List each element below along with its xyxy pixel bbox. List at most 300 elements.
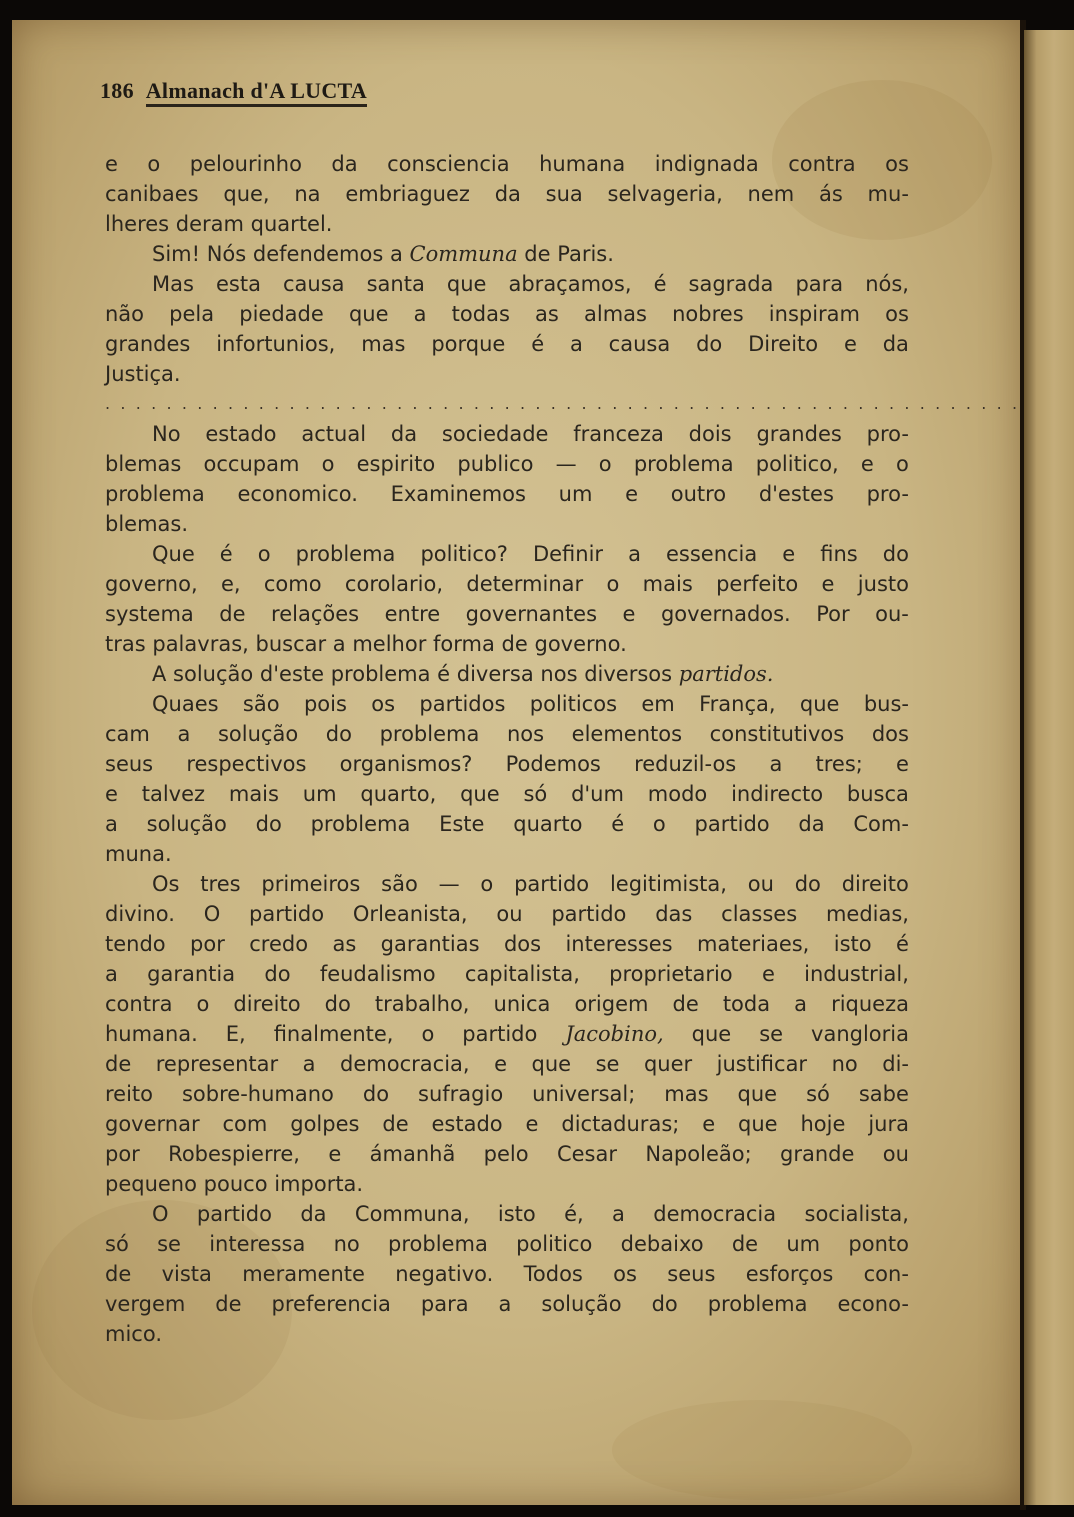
word: a	[628, 542, 641, 566]
text-line	[105, 1049, 909, 1079]
word: embriaguez	[345, 182, 470, 206]
word: os	[613, 1262, 637, 1286]
text-line	[105, 959, 909, 989]
running-title: Almanach d'A LUCTA	[146, 78, 367, 107]
word: palavras,	[152, 632, 256, 656]
word: justificar	[716, 1052, 808, 1076]
word: e	[782, 542, 796, 566]
word: é	[531, 332, 545, 356]
word: O	[152, 1202, 169, 1226]
word: jura	[868, 1112, 909, 1136]
word: debaixo	[620, 1232, 704, 1256]
word: ámanhã	[369, 1142, 456, 1166]
word: quarto	[513, 812, 583, 836]
text-line	[105, 239, 909, 269]
word: as	[535, 302, 559, 326]
text-line	[105, 359, 909, 389]
word: partido	[514, 872, 590, 896]
word: e	[105, 782, 118, 806]
word: canibaes	[105, 182, 199, 206]
text-line	[105, 299, 909, 329]
word: em	[641, 692, 675, 716]
word: a	[105, 812, 118, 836]
word: medias,	[825, 902, 909, 926]
text-line	[105, 269, 909, 299]
word: os	[885, 152, 909, 176]
word: occupam	[203, 452, 300, 476]
word: e	[821, 572, 835, 596]
word: partido	[551, 902, 627, 926]
word: quer	[643, 1052, 693, 1076]
text-line	[105, 329, 909, 359]
word: garantia	[147, 962, 236, 986]
word: mico.	[105, 1322, 162, 1346]
word: Robespierre,	[168, 1142, 300, 1166]
word: governantes	[465, 602, 598, 626]
facing-page-edge	[1024, 30, 1074, 1505]
word: ou-	[875, 602, 909, 626]
word: solução	[146, 812, 227, 836]
word: pelourinho	[189, 152, 302, 176]
word: pro-	[866, 422, 909, 446]
word: sua	[545, 182, 583, 206]
word: materiaes,	[697, 932, 810, 956]
word: meramente	[242, 1262, 365, 1286]
word: o	[598, 452, 612, 476]
word: é	[896, 932, 909, 956]
word: determinar	[466, 572, 584, 596]
word: muna.	[105, 842, 172, 866]
word: do	[696, 332, 723, 356]
word: interessa	[209, 1232, 306, 1256]
word: constitutivos	[709, 722, 845, 746]
word: o	[480, 872, 494, 896]
word: humana.	[105, 1022, 198, 1046]
word: governados.	[660, 602, 791, 626]
word: riqueza	[831, 992, 909, 1016]
word: nem	[747, 182, 795, 206]
word: por	[105, 1142, 140, 1166]
word: a	[332, 632, 353, 656]
word: origem	[574, 992, 649, 1016]
word: esta	[215, 272, 261, 296]
word: politico	[516, 1232, 593, 1256]
text-line	[105, 1139, 909, 1169]
word: politico,	[755, 452, 839, 476]
word: e	[494, 1052, 507, 1076]
word: sociedade	[441, 422, 549, 446]
word: feudalismo	[319, 962, 436, 986]
word: dos	[503, 932, 542, 956]
word: problema	[295, 542, 396, 566]
word: o	[896, 452, 909, 476]
word: que	[738, 1112, 778, 1136]
word: partido	[196, 1202, 272, 1226]
word: solução	[217, 722, 299, 746]
word: tendo	[105, 932, 166, 956]
word: é	[219, 542, 233, 566]
word: da	[390, 422, 418, 446]
word: ás	[818, 182, 843, 206]
word: Communa,	[354, 1202, 470, 1226]
word: socialista,	[804, 1202, 909, 1226]
text-line	[105, 899, 909, 929]
word: a	[769, 752, 783, 776]
word: a	[569, 332, 583, 356]
word: democracia	[653, 1202, 777, 1226]
word: como	[263, 572, 322, 596]
word: um	[786, 1232, 821, 1256]
word: Os	[152, 872, 180, 896]
word: se	[759, 1022, 784, 1046]
word: e	[622, 602, 636, 626]
word: direito	[841, 872, 909, 896]
word: o	[196, 992, 210, 1016]
word: Nós	[206, 242, 253, 266]
word: o	[606, 572, 620, 596]
word: sobre-humano	[181, 1082, 334, 1106]
word: d'este	[259, 662, 331, 686]
section-separator: . . . . . . . . . . . . . . . . . . . . . . . . . . . . . . . . . . . . . . . . . . . . . . . . . . . . . . . . . . . .	[105, 394, 1020, 413]
word: politicos	[529, 692, 618, 716]
word: os	[371, 692, 396, 716]
word: problema	[379, 722, 480, 746]
word: Cesar	[556, 1142, 617, 1166]
word: causa	[608, 332, 671, 356]
word: industrial,	[804, 962, 909, 986]
word: systema	[105, 602, 194, 626]
word: —	[438, 872, 460, 896]
word: de	[219, 602, 246, 626]
word: di-	[882, 1052, 909, 1076]
word: indignada	[654, 152, 759, 176]
word: é,	[564, 1202, 584, 1226]
word: mais	[228, 782, 279, 806]
word: o	[652, 812, 666, 836]
word: de	[672, 992, 699, 1016]
word: de	[382, 1112, 409, 1136]
word: a	[389, 242, 410, 266]
word: só	[523, 782, 548, 806]
word: que,	[223, 182, 270, 206]
word: a	[612, 1202, 625, 1226]
word: que	[799, 692, 840, 716]
word: proprietario	[609, 962, 733, 986]
word: que	[691, 1022, 732, 1046]
word: vergem	[105, 1292, 186, 1316]
word: E,	[225, 1022, 246, 1046]
word: para	[420, 1292, 469, 1316]
word: do	[264, 962, 291, 986]
word: nós,	[865, 272, 909, 296]
word: abraçamos,	[508, 272, 632, 296]
word: e	[328, 1142, 342, 1166]
word: a	[413, 302, 427, 326]
word: primeiros	[261, 872, 361, 896]
article-body	[105, 149, 1020, 1349]
word: problema	[388, 1232, 488, 1256]
word: consciencia	[387, 152, 510, 176]
word: golpes	[290, 1112, 360, 1136]
word: os	[885, 302, 909, 326]
word: Paris.	[557, 242, 614, 266]
word: partido	[462, 1022, 538, 1046]
word: outro	[670, 482, 727, 506]
word: causa	[283, 272, 345, 296]
word: infortunios,	[216, 332, 336, 356]
word: Sim!	[152, 242, 207, 266]
word: Com-	[853, 812, 909, 836]
text-line	[105, 719, 909, 749]
word: é	[437, 662, 457, 686]
word: tras	[105, 632, 153, 656]
word: da	[882, 332, 909, 356]
text-line	[105, 1319, 909, 1349]
word: pouco	[203, 1172, 275, 1196]
word: respectivos	[186, 752, 307, 776]
word: Este	[439, 812, 485, 836]
word: França,	[699, 692, 776, 716]
word: dos	[871, 722, 909, 746]
word: partido	[249, 902, 325, 926]
word: um	[558, 482, 593, 506]
text-line	[105, 569, 909, 599]
word: são	[381, 872, 418, 896]
text-line	[105, 869, 909, 899]
word: almas	[584, 302, 647, 326]
word: e	[843, 332, 857, 356]
word: é	[653, 272, 667, 296]
word: a	[794, 992, 808, 1016]
word: corolario,	[344, 572, 444, 596]
word: do	[324, 992, 351, 1016]
text-line	[105, 629, 909, 659]
word: para	[795, 272, 844, 296]
word: e	[525, 1112, 539, 1136]
word: defendemos	[252, 242, 390, 266]
word: busca	[846, 782, 909, 806]
word: melhor	[352, 632, 434, 656]
word: do	[651, 1292, 678, 1316]
word: negativo.	[395, 1262, 494, 1286]
word: que	[531, 1052, 572, 1076]
word: dois	[688, 422, 732, 446]
word: politico?	[420, 542, 508, 566]
word: seus	[667, 1262, 716, 1286]
text-line	[105, 1019, 909, 1049]
italic-word: Communa	[409, 242, 525, 266]
word: diversos	[584, 662, 679, 686]
word: interesses	[565, 932, 673, 956]
word: legitimista,	[609, 872, 727, 896]
word: lheres	[105, 212, 176, 236]
word: esforços	[745, 1262, 834, 1286]
word: Quaes	[152, 692, 219, 716]
word: ou	[882, 1142, 909, 1166]
word: deram	[175, 212, 251, 236]
word: se	[595, 1052, 620, 1076]
word: importa.	[274, 1172, 364, 1196]
word: estado	[431, 1112, 503, 1136]
word: vista	[161, 1262, 212, 1286]
word: tres	[200, 872, 241, 896]
word: econo-	[837, 1292, 909, 1316]
word: democracia,	[340, 1052, 470, 1076]
text-line	[105, 1259, 909, 1289]
text-line	[105, 149, 909, 179]
word: a	[105, 962, 118, 986]
word: são	[242, 692, 280, 716]
word: grandes	[105, 332, 191, 356]
word: fins	[820, 542, 858, 566]
word: problema	[330, 662, 438, 686]
word: todas	[451, 302, 510, 326]
word: essencia	[665, 542, 758, 566]
word: O	[203, 902, 221, 926]
word: a	[498, 1292, 512, 1316]
word: e	[896, 752, 909, 776]
word: vangloria	[811, 1022, 909, 1046]
word: no	[831, 1052, 858, 1076]
word: A	[152, 662, 174, 686]
word: contra	[105, 992, 173, 1016]
word: buscar	[255, 632, 333, 656]
word: inspiram	[768, 302, 861, 326]
word: o	[147, 152, 161, 176]
word: organismos?	[339, 752, 473, 776]
word: só	[105, 1232, 129, 1256]
word: classes	[721, 902, 798, 926]
text-line	[105, 839, 909, 869]
page-number: 186	[100, 78, 134, 103]
word: Orleanista,	[352, 902, 468, 926]
word: é	[611, 812, 625, 836]
word: problema	[310, 812, 411, 836]
word: diversa	[456, 662, 541, 686]
word: grande	[780, 1142, 855, 1166]
word: ponto	[848, 1232, 909, 1256]
word: relações	[271, 602, 360, 626]
word: unica	[493, 992, 551, 1016]
text-line	[105, 1169, 909, 1199]
word: do	[325, 722, 352, 746]
word: credo	[249, 932, 309, 956]
word: trabalho,	[374, 992, 470, 1016]
word: Todos	[523, 1262, 583, 1286]
text-line	[105, 1079, 909, 1109]
word: d'um	[571, 782, 624, 806]
word: pelo	[483, 1142, 529, 1166]
text-line	[105, 1289, 909, 1319]
text-line	[105, 599, 909, 629]
word: solução	[173, 662, 260, 686]
word: Napoleão;	[645, 1142, 752, 1166]
word: espirito	[356, 452, 436, 476]
word: hoje	[800, 1112, 846, 1136]
word: de	[731, 1232, 759, 1256]
word: tres;	[815, 752, 863, 776]
word: —	[555, 452, 577, 476]
word: pro-	[866, 482, 909, 506]
text-line	[105, 1199, 909, 1229]
running-header	[100, 78, 367, 104]
word: d'estes	[758, 482, 834, 506]
word: quarto,	[360, 782, 437, 806]
word: de	[524, 242, 558, 266]
word: e,	[220, 572, 241, 596]
word: divino.	[105, 902, 175, 926]
word: justo	[857, 572, 909, 596]
text-line	[105, 1229, 909, 1259]
word: Podemos	[505, 752, 601, 776]
word: grandes	[756, 422, 842, 446]
word: da	[798, 812, 825, 836]
text-line	[105, 419, 909, 449]
word: das	[655, 902, 693, 926]
word: a	[177, 722, 191, 746]
word: solução	[541, 1292, 622, 1316]
text-line	[105, 659, 909, 689]
word: da	[494, 182, 521, 206]
word: franceza	[573, 422, 664, 446]
word: Que	[152, 542, 195, 566]
word: que	[348, 302, 389, 326]
word: direito	[233, 992, 301, 1016]
word: toda	[722, 992, 771, 1016]
word: Direito	[748, 332, 819, 356]
text-line	[105, 809, 909, 839]
word: e	[702, 1112, 716, 1136]
word: mas	[664, 1082, 709, 1106]
word: selvageria,	[607, 182, 723, 206]
word: isto	[833, 932, 872, 956]
word: nos	[506, 722, 545, 746]
word: porque	[431, 332, 506, 356]
word: Justiça.	[105, 362, 181, 386]
paper-stain	[612, 1400, 912, 1500]
text-line	[105, 479, 909, 509]
word: nos	[540, 662, 585, 686]
text-line	[105, 539, 909, 569]
word: mu-	[867, 182, 909, 206]
word: Por	[816, 602, 850, 626]
word: elementos	[571, 722, 683, 746]
word: Mas	[152, 272, 194, 296]
word: contra	[788, 152, 856, 176]
word: sabe	[858, 1082, 909, 1106]
word: sufragio	[418, 1082, 504, 1106]
word: de	[105, 1052, 132, 1076]
word: problema	[633, 452, 734, 476]
word: indirecto	[731, 782, 824, 806]
word: um	[302, 782, 337, 806]
word: talvez	[141, 782, 206, 806]
word: modo	[647, 782, 708, 806]
word: estado	[205, 422, 277, 446]
word: não	[105, 302, 145, 326]
word: e	[761, 962, 775, 986]
word: con-	[863, 1262, 909, 1286]
word: da	[331, 152, 358, 176]
word: com	[222, 1112, 268, 1136]
word: reito	[105, 1082, 154, 1106]
word: do	[255, 812, 282, 836]
word: se	[157, 1232, 181, 1256]
italic-word: Jacobino,	[565, 1022, 664, 1046]
word: e	[860, 452, 874, 476]
word: blemas.	[105, 512, 189, 536]
word: seus	[105, 752, 154, 776]
